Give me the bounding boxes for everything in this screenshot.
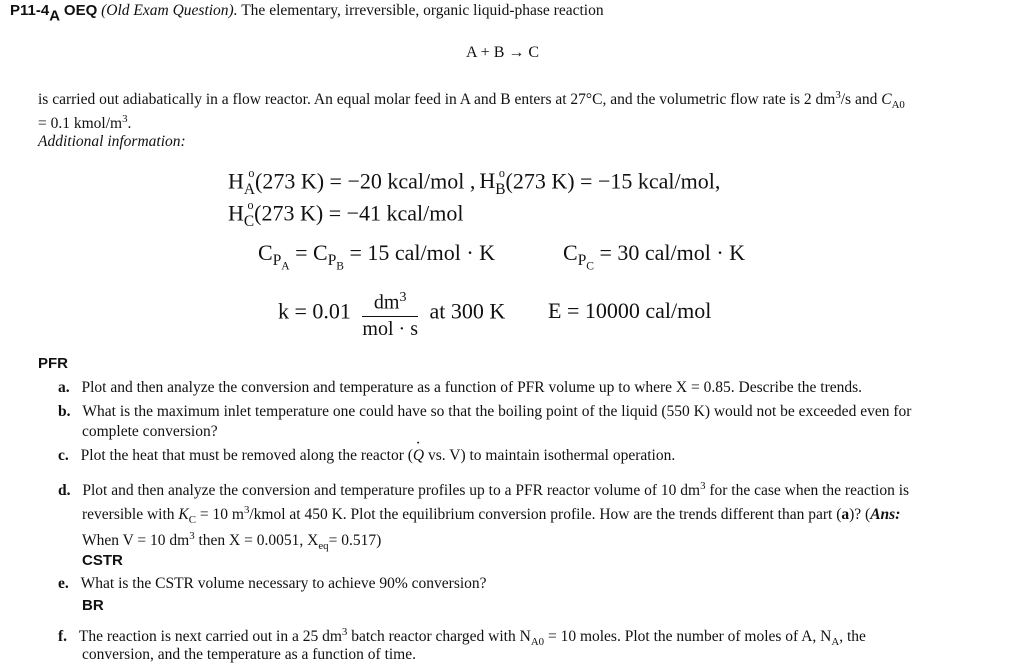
enthalpy-ab-equation: $H_A^o(273$ K) = −20 kcal/mol , $H_B^o(273$ K) = −15 kcal/mol, [228,166,721,198]
br-heading: BR [82,597,104,614]
description-line-2: = 0.1 kmol/$m^3$. [38,113,132,132]
item-c: c. Plot the heat that must be removed along the reactor (· Q vs. V) to maintain isothermal operation. [58,447,675,465]
old-exam-label: (Old Exam Question). [101,2,238,19]
problem-header [10,2,604,25]
intro-text: The elementary, irreversible, organic liquid-phase reaction [241,2,604,19]
item-d-line-2: reversible with $K_C = 10$ $m^3$/kmol at 450 K. Plot the equilibrium conversion profile. How are the trends different than part (a)? (Ans: [82,504,901,526]
problem-number: P11-4 [10,2,50,19]
item-d: d. Plot and then analyze the conversion and temperature profiles up to a PFR reactor volume of 10 $dm^3$ for the case when the reaction is [58,480,910,499]
enthalpy-c-equation: $H_C^o(273$ K) = −41 kcal/mol [228,198,464,230]
description-line-1: is carried out adiabatically in a flow reactor. An equal molar feed in A and B enters at 27°C, and the volumetric flow rate is 2 $dm^3/s$ and $C_{A0}$ [38,89,905,111]
item-f: f. The reaction is next carried out in a 25 $dm^3$ batch reactor charged with $N_{A0} = 10$ moles. Plot the number of moles of A, $N_A$, the [58,626,866,648]
activation-energy-equation: E = 10000 cal/mol [548,298,712,323]
item-a: a. Plot and then analyze the conversion and temperature as a function of PFR volume up to where X = 0.85. Describe the trends. [58,379,863,396]
pfr-heading: PFR [38,355,68,372]
rate-constant-equation: k = 0.01 $\frac{dm^3}{\text{mol · s}}$ at 300 K [278,286,505,341]
reaction-equation: A + B → C [466,44,540,61]
item-d-line-3: When V = 10 $dm^3$ then X = 0.0051, $X_{eq}= 0.517$) [82,530,382,552]
cstr-heading: CSTR [82,552,123,569]
oeq-label: OEQ [63,2,98,19]
heat-capacity-ab-equation: $C_{P_A} = C_{P_B} = 15$ cal/mol · K [258,240,496,273]
item-f-continued: conversion, and the temperature as a function of time. [82,646,416,663]
item-b-continued: complete conversion? [82,423,218,440]
heat-capacity-c-equation: $C_{P_C} = 30$ cal/mol · K [563,240,746,273]
item-b: b. What is the maximum inlet temperature one could have so that the boiling point of the liquid (550 K) would not be exceeded even for [58,403,912,420]
item-e: e. What is the CSTR volume necessary to achieve 90% conversion? [58,575,487,592]
problem-subscript: A [49,7,61,25]
additional-info-label: Additional information: [38,133,186,150]
